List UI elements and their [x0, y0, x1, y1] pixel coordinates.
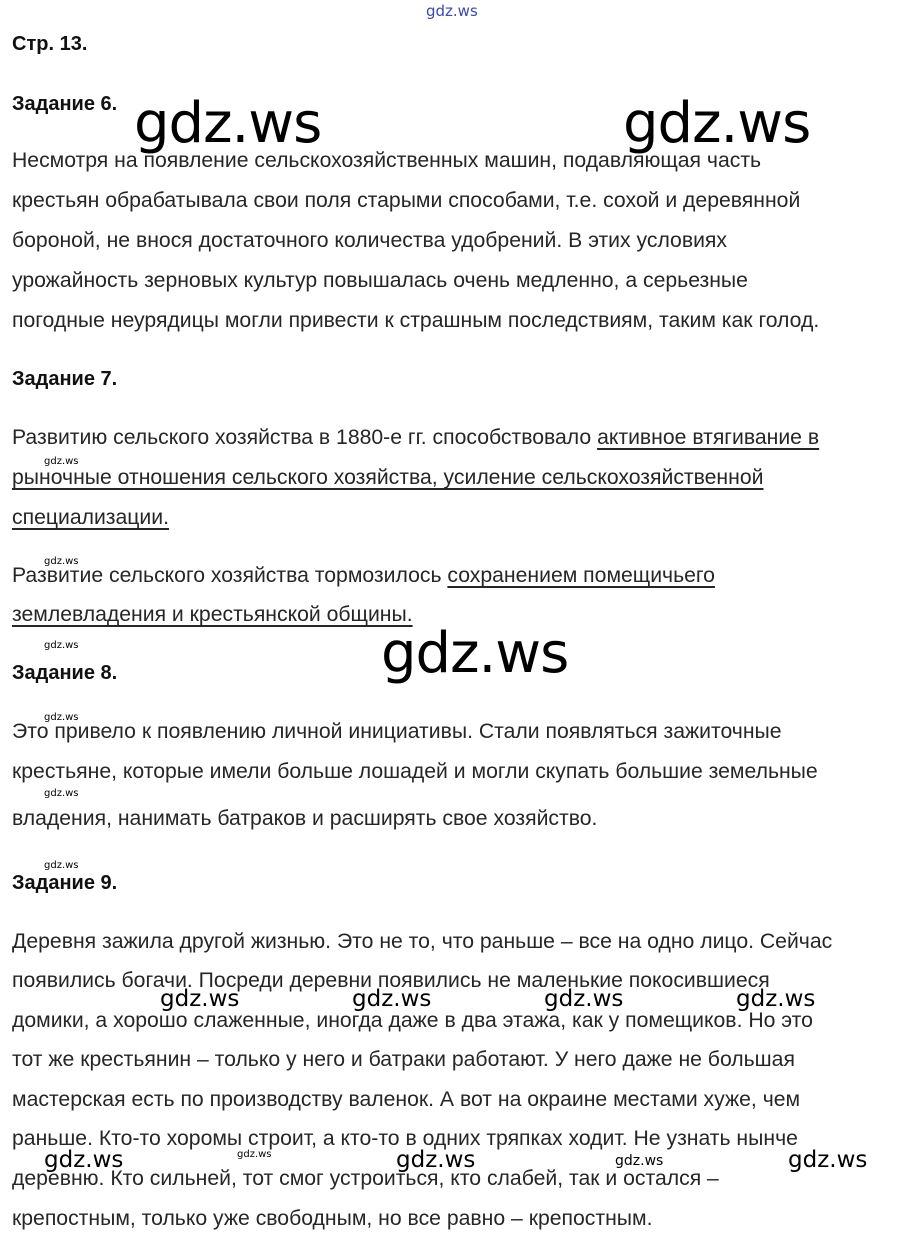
task-6-line: бороной, не внося достаточного количества удобрений. В этих условиях — [12, 229, 727, 252]
watermark-tiny: gdz.ws — [44, 712, 79, 723]
task-8-line: Это привело к появлению личной инициативы. Стали появляться зажиточные — [12, 720, 782, 743]
underlined-answer: активное втягивание в — [597, 426, 820, 449]
watermark-medium: gdz.ws — [788, 1147, 868, 1173]
watermark-tiny: gdz.ws — [237, 1149, 272, 1160]
task-6-line: крестьян обрабатывала свои поля старыми способами, т.е. сохой и деревянной — [12, 189, 801, 212]
task-7-para1-line: рыночные отношения сельского хозяйства, усиление сельскохозяйственной — [12, 466, 764, 489]
underlined-answer: сохранением помещичьего — [447, 564, 715, 587]
task-8-line: крестьяне, которые имели больше лошадей и могли скупать большие земельные — [12, 760, 818, 783]
watermark-top: gdz.ws — [426, 2, 478, 20]
task-7-para1-line: специализации. — [12, 506, 169, 529]
task-6-line: урожайность зерновых культур повышалась очень медленно, а серьезные — [12, 269, 748, 292]
watermark-tiny: gdz.ws — [44, 860, 79, 871]
watermark-large: gdz.ws — [134, 91, 322, 156]
watermark-medium: gdz.ws — [352, 986, 432, 1012]
task-9-line: домики, а хорошо слаженные, иногда даже в два этажа, как у помещиков. Но это — [12, 1009, 813, 1032]
watermark-medium: gdz.ws — [44, 1147, 124, 1173]
watermark-medium: gdz.ws — [544, 986, 624, 1012]
task-9-line: раньше. Кто-то хоромы строит, а кто-то в одних тряпках ходит. Не узнать нынче — [12, 1127, 798, 1150]
plain-text: Развитию сельского хозяйства в 1880-е гг. способствовало — [12, 426, 598, 449]
task-9-line: мастерская есть по производству валенок. А вот на окраине местами хуже, чем — [12, 1088, 801, 1111]
task-9-line: деревню. Кто сильней, тот смог устроиться, кто слабей, так и остался – — [12, 1167, 719, 1190]
task-7-heading: Задание 7. — [12, 368, 118, 390]
task-9-heading: Задание 9. — [12, 872, 118, 894]
watermark-small: gdz.ws — [615, 1153, 664, 1169]
watermark-large: gdz.ws — [623, 91, 811, 156]
watermark-tiny: gdz.ws — [44, 640, 79, 651]
watermark-tiny: gdz.ws — [44, 788, 79, 799]
task-9-line: тот же крестьянин – только у него и батраки работают. У него даже не большая — [12, 1048, 795, 1071]
task-8-line: владения, нанимать батраков и расширять свое хозяйство. — [12, 807, 598, 830]
page-number: Стр. 13. — [12, 33, 88, 55]
watermark-tiny: gdz.ws — [44, 456, 79, 467]
watermark-medium: gdz.ws — [736, 986, 816, 1012]
task-6-heading: Задание 6. — [12, 93, 118, 115]
task-9-line: крепостным, только уже свободным, но все равно – крепостным. — [12, 1207, 653, 1230]
plain-text: Развитие сельского хозяйства тормозилось — [12, 564, 448, 587]
watermark-medium: gdz.ws — [396, 1147, 476, 1173]
task-6-line: Несмотря на появление сельскохозяйственных машин, подавляющая часть — [12, 149, 762, 172]
task-9-line: появились богачи. Посреди деревни появились не маленькие покосившиеся — [12, 969, 770, 992]
task-9-line: Деревня зажила другой жизнью. Это не то, что раньше – все на одно лицо. Сейчас — [12, 930, 833, 953]
task-7-para1-line — [12, 426, 819, 450]
watermark-medium: gdz.ws — [160, 986, 240, 1012]
task-7-para2-line — [12, 564, 715, 588]
task-7-para2-line: землевладения и крестьянской общины. — [12, 603, 413, 626]
watermark-tiny: gdz.ws — [44, 556, 79, 567]
task-6-line: погодные неурядицы могли привести к страшным последствиям, таким как голод. — [12, 309, 820, 332]
watermark-large: gdz.ws — [381, 621, 569, 686]
task-8-heading: Задание 8. — [12, 662, 118, 684]
